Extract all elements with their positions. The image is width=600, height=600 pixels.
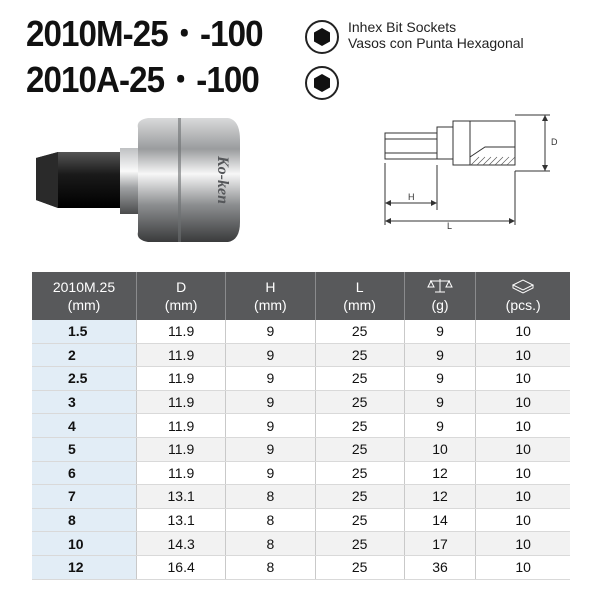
table-row <box>32 390 570 414</box>
table-header-row <box>32 272 570 320</box>
hex-socket-icon <box>305 20 339 54</box>
col-header-unit: (mm) <box>343 297 376 313</box>
hex-socket-icon <box>305 66 339 100</box>
col-header-h <box>226 272 315 320</box>
cell-size: 6 <box>32 461 137 485</box>
cell-quantity: 10 <box>476 508 570 532</box>
product-code-alt: 2010A-25・-100 <box>26 59 259 100</box>
cell-diameter: 11.9 <box>137 461 226 485</box>
cell-bit-length: 9 <box>226 390 315 414</box>
cell-quantity: 10 <box>476 390 570 414</box>
cell-overall-length: 25 <box>315 414 404 438</box>
cell-bit-length: 9 <box>226 343 315 367</box>
dimension-label-h: H <box>408 192 415 202</box>
cell-weight: 12 <box>404 461 476 485</box>
col-header-size <box>32 272 137 320</box>
cell-diameter: 11.9 <box>137 437 226 461</box>
table-row <box>32 485 570 509</box>
cell-size: 8 <box>32 508 137 532</box>
cell-size: 2 <box>32 343 137 367</box>
table-row <box>32 367 570 391</box>
cell-bit-length: 9 <box>226 414 315 438</box>
col-header-label: 2010M.25 <box>52 279 116 295</box>
product-description <box>348 19 524 51</box>
col-header-l <box>315 272 404 320</box>
cell-quantity: 10 <box>476 555 570 579</box>
cell-overall-length: 25 <box>315 461 404 485</box>
package-icon <box>510 278 536 294</box>
cell-bit-length: 9 <box>226 461 315 485</box>
table-row <box>32 343 570 367</box>
cell-size: 3 <box>32 390 137 414</box>
cell-weight: 12 <box>404 485 476 509</box>
cell-bit-length: 8 <box>226 532 315 556</box>
description-spanish: Vasos con Punta Hexagonal <box>348 35 524 51</box>
cell-bit-length: 8 <box>226 508 315 532</box>
cell-bit-length: 8 <box>226 555 315 579</box>
svg-text:Ko-ken: Ko-ken <box>214 156 231 204</box>
cell-bit-length: 9 <box>226 320 315 343</box>
socket-product-image <box>28 100 258 245</box>
cell-weight: 9 <box>404 343 476 367</box>
table-row <box>32 555 570 579</box>
col-header-label: H <box>265 279 276 295</box>
col-header-unit: (pcs.) <box>505 297 541 313</box>
col-header-label: D <box>176 279 187 295</box>
col-header-label: L <box>355 279 364 295</box>
cell-quantity: 10 <box>476 320 570 343</box>
spec-table <box>32 272 570 580</box>
table-row <box>32 461 570 485</box>
cell-quantity: 10 <box>476 532 570 556</box>
cell-overall-length: 25 <box>315 367 404 391</box>
cell-overall-length: 25 <box>315 508 404 532</box>
cell-overall-length: 25 <box>315 437 404 461</box>
cell-diameter: 11.9 <box>137 414 226 438</box>
col-header-quantity <box>476 272 570 320</box>
cell-quantity: 10 <box>476 414 570 438</box>
cell-weight: 9 <box>404 320 476 343</box>
cell-weight: 14 <box>404 508 476 532</box>
cell-weight: 9 <box>404 390 476 414</box>
cell-size: 12 <box>32 555 137 579</box>
cell-overall-length: 25 <box>315 343 404 367</box>
description-english: Inhex Bit Sockets <box>348 19 457 35</box>
col-header-unit: (mm) <box>254 297 287 313</box>
cell-quantity: 10 <box>476 343 570 367</box>
cell-diameter: 16.4 <box>137 555 226 579</box>
cell-diameter: 14.3 <box>137 532 226 556</box>
table-row <box>32 320 570 343</box>
cell-weight: 9 <box>404 367 476 391</box>
dimension-label-l: L <box>447 221 453 231</box>
cell-weight: 10 <box>404 437 476 461</box>
cell-bit-length: 9 <box>226 367 315 391</box>
cell-quantity: 10 <box>476 461 570 485</box>
cell-weight: 36 <box>404 555 476 579</box>
cell-diameter: 11.9 <box>137 320 226 343</box>
cell-weight: 9 <box>404 414 476 438</box>
cell-overall-length: 25 <box>315 555 404 579</box>
cell-diameter: 11.9 <box>137 367 226 391</box>
col-header-unit: (g) <box>431 297 449 313</box>
cell-diameter: 13.1 <box>137 485 226 509</box>
dimension-drawing <box>375 105 560 235</box>
cell-quantity: 10 <box>476 437 570 461</box>
cell-overall-length: 25 <box>315 485 404 509</box>
cell-size: 5 <box>32 437 137 461</box>
cell-overall-length: 25 <box>315 532 404 556</box>
weight-scale-icon <box>427 278 453 294</box>
table-row <box>32 414 570 438</box>
table-row <box>32 508 570 532</box>
cell-diameter: 11.9 <box>137 390 226 414</box>
col-header-unit: (mm) <box>67 297 101 313</box>
cell-diameter: 11.9 <box>137 343 226 367</box>
cell-overall-length: 25 <box>315 390 404 414</box>
cell-size: 2.5 <box>32 367 137 391</box>
table-row <box>32 437 570 461</box>
cell-size: 4 <box>32 414 137 438</box>
cell-diameter: 13.1 <box>137 508 226 532</box>
cell-bit-length: 9 <box>226 437 315 461</box>
col-header-unit: (mm) <box>164 297 198 313</box>
cell-overall-length: 25 <box>315 320 404 343</box>
cell-quantity: 10 <box>476 367 570 391</box>
dimension-label-d: D <box>551 137 558 147</box>
cell-size: 1.5 <box>32 320 137 343</box>
col-header-d <box>137 272 226 320</box>
cell-size: 7 <box>32 485 137 509</box>
product-code-metric: 2010M-25・-100 <box>26 13 263 54</box>
cell-weight: 17 <box>404 532 476 556</box>
cell-size: 10 <box>32 532 137 556</box>
cell-quantity: 10 <box>476 485 570 509</box>
cell-bit-length: 8 <box>226 485 315 509</box>
table-row <box>32 532 570 556</box>
col-header-weight <box>404 272 476 320</box>
